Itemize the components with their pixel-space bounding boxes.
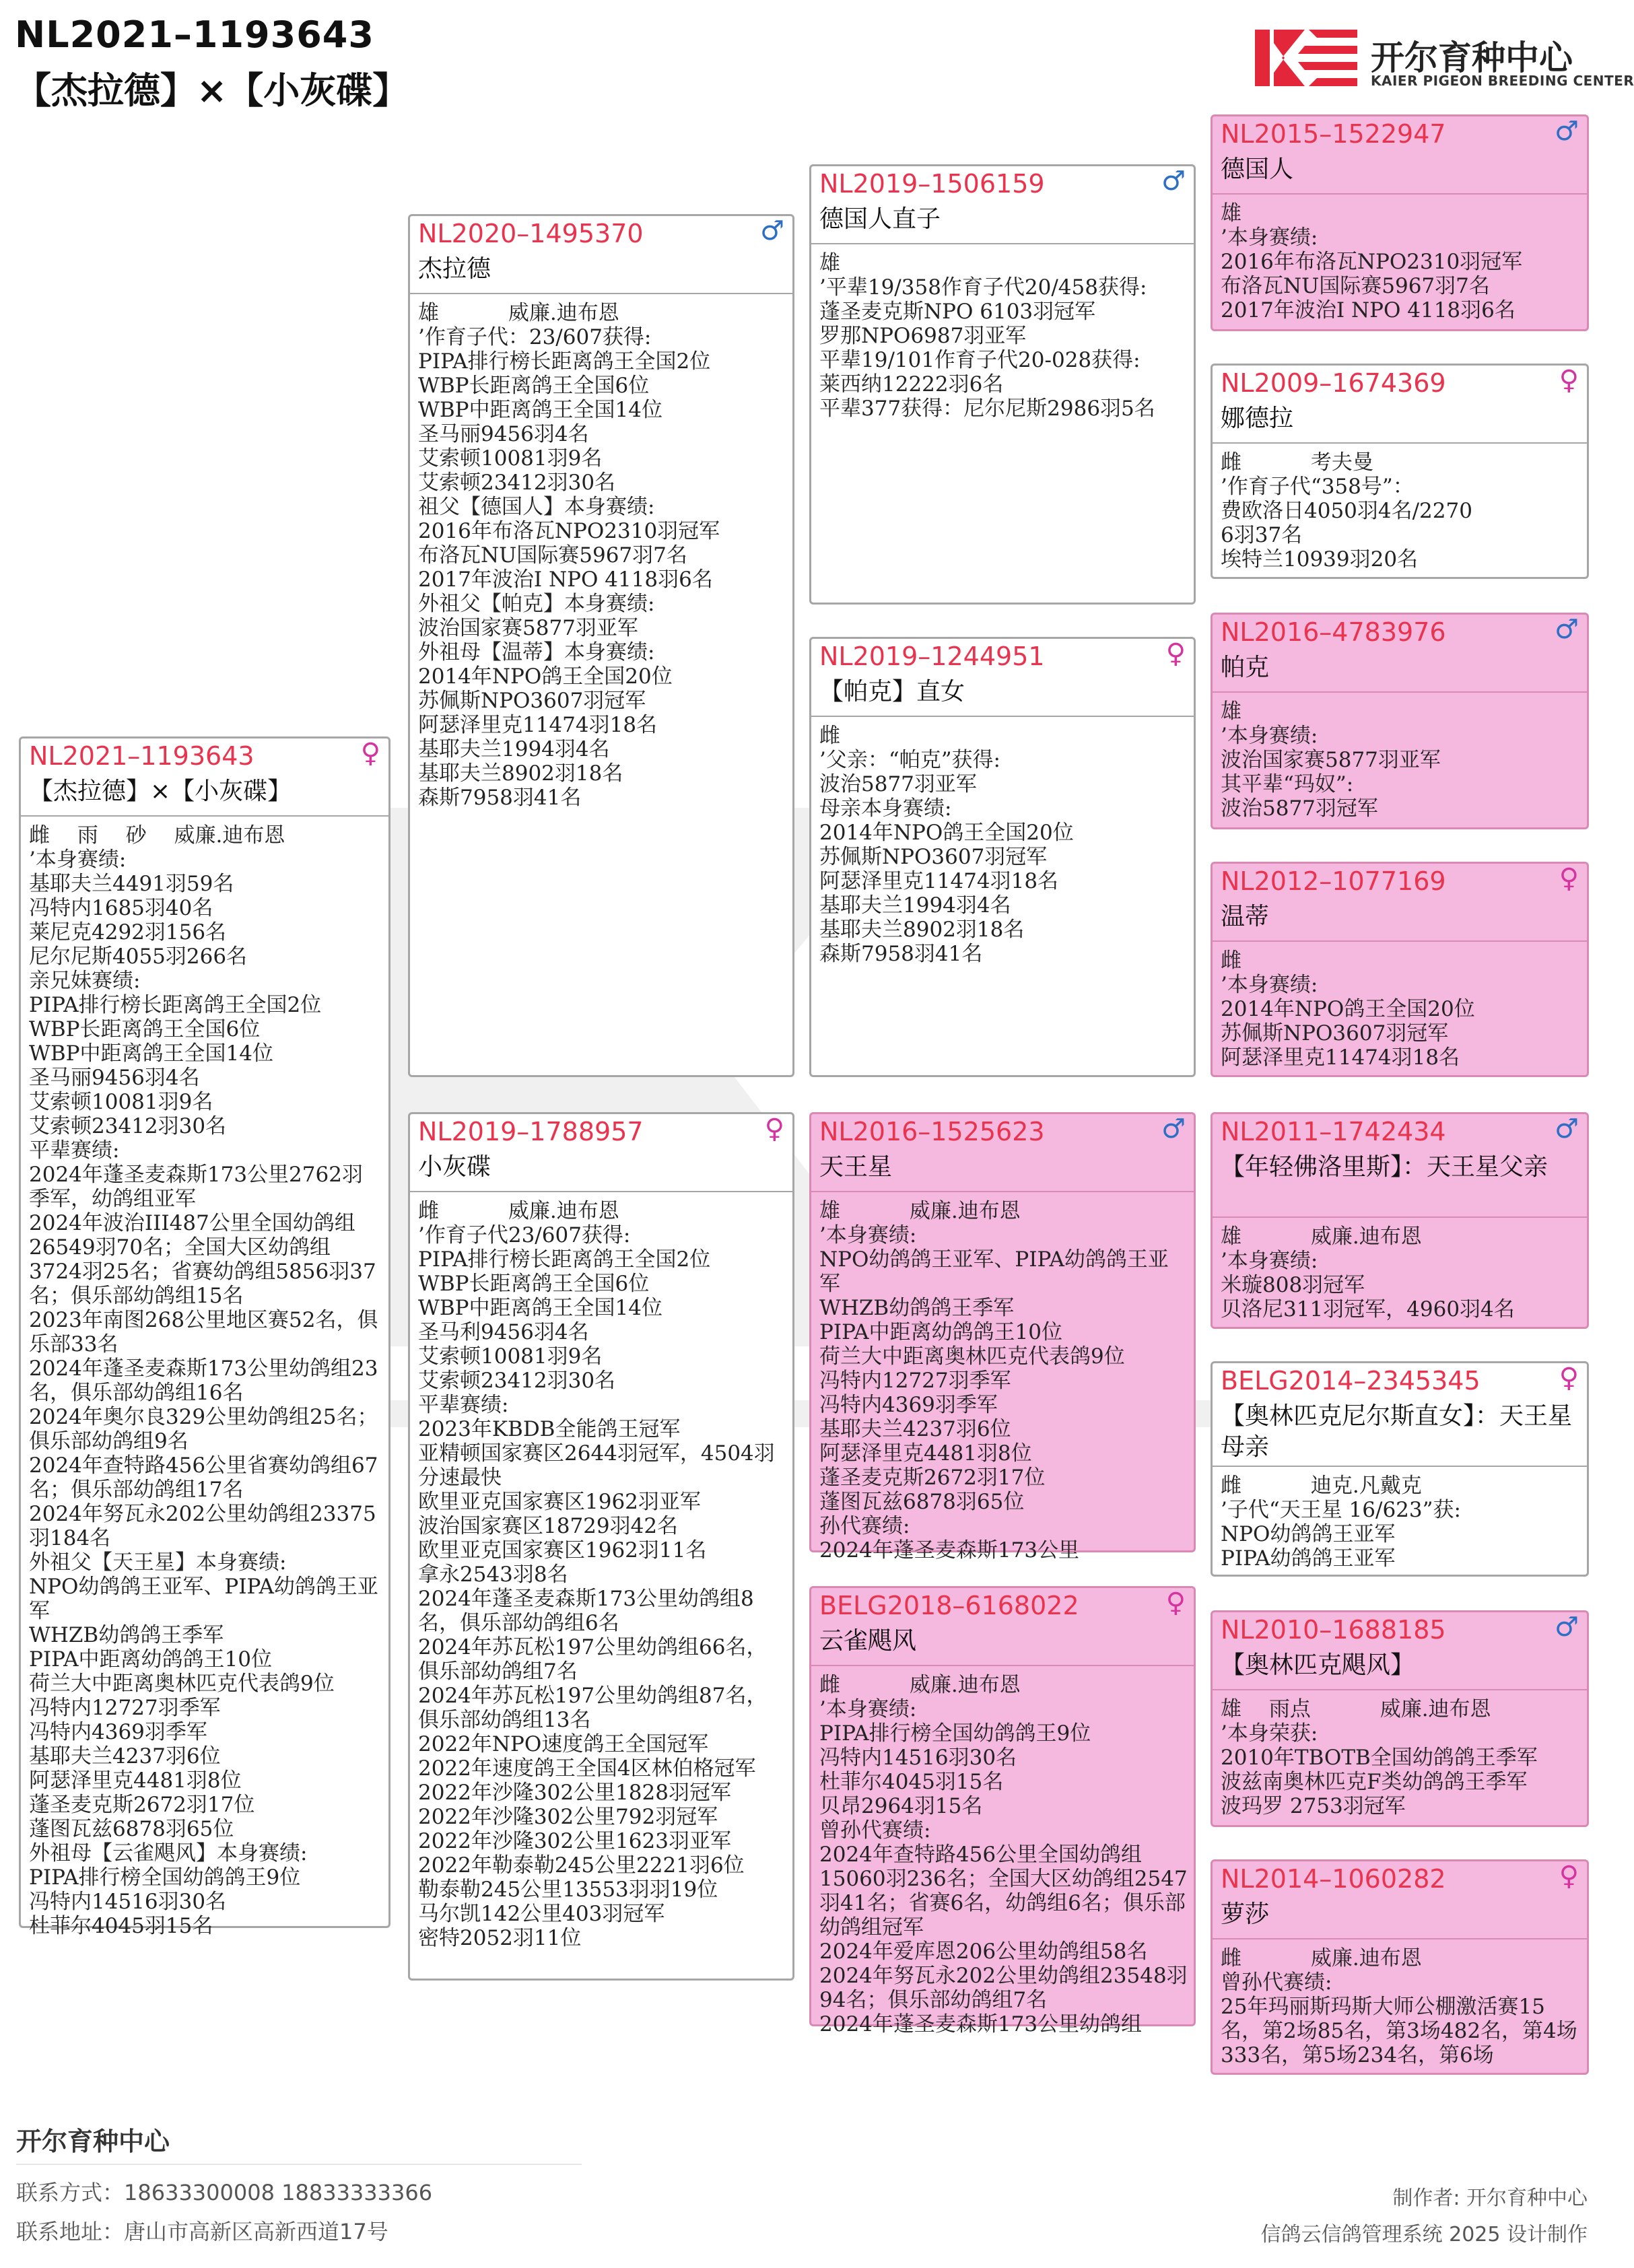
divider (1213, 940, 1587, 942)
pigeon-notes: 雄 ’平辈19/358作育子代20/458获得: 蓬圣麦克斯NPO 6103羽冠军 罗那NPO6987羽亚军 平辈19/101作育子代20-028获得: 莱西纳12222羽6名 平辈377获得：尼尔尼斯2986羽5名 (819, 251, 1155, 421)
pigeon-notes: 雄 ’本身赛绩: 波治国家赛5877羽亚军 其平辈“玛奴”: 波治5877羽冠军 (1221, 699, 1441, 821)
ring-number: NL2020–1495370 (418, 219, 644, 248)
divider (1213, 193, 1587, 195)
pedigree-card-sire[interactable] (408, 214, 794, 1077)
female-icon: ♀ (360, 738, 380, 769)
pigeon-name: 天王星 (819, 1153, 893, 1181)
pedigree-card-ssd[interactable] (1211, 364, 1589, 579)
divider (811, 716, 1194, 717)
pedigree-title-ring: NL2021–1193643 (15, 13, 374, 56)
male-icon: ♂ (1555, 614, 1579, 645)
pedigree-card-ddd[interactable] (1211, 1859, 1589, 2075)
divider (1213, 442, 1587, 444)
pigeon-name: 杰拉德 (418, 255, 491, 283)
pedigree-card-sdd[interactable] (1211, 862, 1589, 1077)
male-icon: ♂ (1555, 1113, 1579, 1144)
divider (21, 815, 388, 817)
female-icon: ♀ (1165, 1587, 1186, 1618)
pigeon-notes: 雌 ’父亲：“帕克”获得: 波治5877羽亚军 母亲本身赛绩: 2014年NPO鸽王全国20位 苏佩斯NPO3607羽冠军 阿瑟泽里克11474羽18名 基耶夫兰1994羽4名 基耶夫兰8902羽18名 森斯7958羽41名 (819, 724, 1074, 966)
ring-number: NL2012–1077169 (1221, 866, 1446, 896)
pigeon-notes: 雌 迪克.凡戴克 ’子代“天王星 16/623”获: NPO幼鸽鸽王亚军 PIPA幼鸽鸽王亚军 (1221, 1474, 1461, 1571)
pedigree-card-sds[interactable] (1211, 613, 1589, 829)
ring-number: NL2015–1522947 (1221, 119, 1446, 149)
pigeon-notes: 雄 雨点 威廉.迪布恩 ’本身荣获: 2010年TBOTB全国幼鸽鸽王季军 波兹南奥林匹克F类幼鸽鸽王季军 波玛罗 2753羽冠军 (1221, 1697, 1538, 1818)
pigeon-notes: 雌 威廉.迪布恩 曾孙代赛绩: 25年玛丽斯玛斯大师公棚激活赛15名，第2场85名，第3场482名，第4场333名，第5场234名，第6场 (1221, 1946, 1577, 2067)
female-icon: ♀ (1559, 365, 1579, 396)
pedigree-card-dam-sire[interactable] (809, 1112, 1196, 1562)
pigeon-notes: 雌 考夫曼 ’作育子代“358号”： 费欧洛日4050羽4名/2270 6羽37名 埃特兰10939羽20名 (1221, 450, 1472, 572)
divider (1213, 1938, 1587, 1939)
ring-number: NL2021–1193643 (29, 741, 254, 771)
pigeon-name: 【奥林匹克飓风】 (1221, 1651, 1415, 1679)
divider (1213, 1689, 1587, 1690)
pigeon-notes: 雌 威廉.迪布恩 ’作育子代23/607获得: PIPA排行榜长距离鸽王全国2位 WBP长距离鸽王全国6位 WBP中距离鸽王全国14位 圣马利9456羽4名 艾索顿10081羽9名 艾索顿23412羽30名 平辈赛绩: 2023年KBDB全能鸽王冠军 亚精顿国家赛区2644羽冠军，4504羽分速最快 欧里亚克国家赛区1962羽亚军 波治国家赛区18729羽42名 欧里亚克国家赛区1962羽11名 拿永2543羽8名 2024年蓬圣麦森斯173公里幼鸽组8名，俱乐部幼鸽组6名 2024年苏瓦松197公里幼鸽组66名，俱乐部幼鸽组7名 2024年苏瓦松197公里幼鸽组87名，俱乐部幼鸽组13名 2022年NPO速度鸽王全国冠军 2022年速度鸽王全国4区林伯格冠军 2022年沙隆302公里1828羽冠军 2022年沙隆302公里792羽冠军 2022年沙隆302公里1623羽亚军 2022年勒泰勒245公里2221羽6位 勒泰勒245公里13553羽羽19位 马尔凯142公里403羽冠军 密特2052羽11位 (418, 1199, 775, 1950)
male-icon: ♂ (1555, 1612, 1579, 1643)
divider (410, 293, 792, 294)
pedigree-card-dam[interactable] (408, 1112, 794, 1981)
pigeon-name: 【帕克】直女 (819, 678, 965, 706)
ring-number: NL2011–1742434 (1221, 1117, 1446, 1146)
pigeon-name: 德国人直子 (819, 205, 941, 233)
pedigree-card-dam-dam[interactable] (809, 1586, 1196, 2036)
male-icon: ♂ (1555, 116, 1579, 147)
pedigree-card-sire-dam[interactable] (809, 637, 1196, 1077)
pigeon-name: 德国人 (1221, 156, 1294, 183)
pigeon-notes: 雄 威廉.迪布恩 ’本身赛绩: NPO幼鸽鸽王亚军、PIPA幼鸽鸽王亚军 WHZB幼鸽鸽王季军 PIPA中距离幼鸽鸽王10位 荷兰大中距离奥林匹克代表鸽9位 冯特内12727羽季军 冯特内4369羽季军 基耶夫兰4237羽6位 阿瑟泽里克4481羽8位 蓬圣麦克斯2672羽17位 蓬图瓦兹6878羽65位 孙代赛绩: 2024年蓬圣麦森斯173公里 (819, 1199, 1169, 1562)
male-icon: ♂ (760, 215, 784, 246)
pigeon-name: 温蒂 (1221, 903, 1270, 930)
female-icon: ♀ (764, 1113, 784, 1144)
logo-chinese-text: 开尔育种中心 (1371, 38, 1573, 77)
female-icon: ♀ (1559, 1363, 1579, 1394)
ring-number: NL2009–1674369 (1221, 368, 1446, 398)
kaier-logo (1252, 26, 1634, 93)
pigeon-name: 帕克 (1221, 654, 1270, 681)
divider (1213, 691, 1587, 693)
pigeon-name: 【杰拉德】×【小灰碟】 (29, 778, 292, 805)
pigeon-name: 小灰碟 (418, 1153, 491, 1181)
divider (811, 243, 1194, 244)
ring-number: NL2019–1788957 (418, 1117, 644, 1146)
pedigree-card-sss[interactable] (1211, 114, 1589, 331)
pigeon-notes: 雌 ’本身赛绩: 2014年NPO鸽王全国20位 苏佩斯NPO3607羽冠军 阿瑟泽里克11474羽18名 (1221, 949, 1475, 1070)
female-icon: ♀ (1559, 863, 1579, 894)
pigeon-notes: 雌 雨 砂 威廉.迪布恩 ’本身赛绩: 基耶夫兰4491羽59名 冯特内1685羽40名 莱尼克4292羽156名 尼尔尼斯4055羽266名 亲兄妹赛绩: PIPA排行榜长距离鸽王全国2位 WBP长距离鸽王全国6位 WBP中距离鸽王全国14位 圣马丽9456羽4名 艾索顿10081羽9名 艾索顿23412羽30名 平辈赛绩: 2024年蓬圣麦森斯173公里2762羽季军，幼鸽组亚军 2024年波治III487公里全国幼鸽组26549羽70名；全国大区幼鸽组3724羽25名；省赛幼鸽组5856羽37名；俱乐部幼鸽组15名 2023年南图268公里地区赛52名，俱乐部33名 2024年蓬圣麦森斯173公里幼鸽组23名，俱乐部幼鸽组16名 2024年奥尔良329公里幼鸽组25名；俱乐部幼鸽组9名 2024年查特路456公里省赛幼鸽组67名；俱乐部幼鸽组17名 2024年努瓦永202公里幼鸽组23375羽184名 外祖父【天王星】本身赛绩: NPO幼鸽鸽王亚军、PIPA幼鸽鸽王亚军 WHZB幼鸽鸽王季军 PIPA中距离幼鸽鸽王10位 荷兰大中距离奥林匹克代表鸽9位 冯特内12727羽季军 冯特内4369羽季军 基耶夫兰4237羽6位 阿瑟泽里克4481羽8位 蓬圣麦克斯2672羽17位 蓬图瓦兹6878羽65位 外祖母【云雀飓风】本身赛绩: PIPA排行榜全国幼鸽鸽王9位 冯特内14516羽30名 杜菲尔4045羽15名 (29, 823, 378, 1938)
pedigree-card-subject[interactable] (19, 736, 390, 1938)
pigeon-notes: 雄 威廉.迪布恩 ’本身赛绩: 米璇808羽冠军 贝洛尼311羽冠军，4960羽4名 (1221, 1225, 1515, 1321)
pigeon-name: 【年轻佛洛里斯】：天王星父亲 (1221, 1153, 1548, 1181)
logo-english-text: KAIER PIGEON BREEDING CENTER (1371, 73, 1634, 89)
pedigree-card-sire-sire[interactable] (809, 164, 1196, 605)
pigeon-name: 萝莎 (1221, 1900, 1270, 1928)
pedigree-card-dds[interactable] (1211, 1610, 1589, 1827)
divider (811, 1191, 1194, 1192)
ring-number: BELG2018–6168022 (819, 1591, 1079, 1620)
pigeon-notes: 雌 威廉.迪布恩 ’本身赛绩: PIPA排行榜全国幼鸽鸽王9位 冯特内14516羽30名 杜菲尔4045羽15名 贝昂2964羽15名 曾孙代赛绩: 2024年查特路456公里全国幼鸽组15060羽236名；全国大区幼鸽组2547羽41名；省赛6名，幼鸽组6名；俱乐部幼鸽组冠军 2024年爱库恩206公里幼鸽组58名 2024年努瓦永202公里幼鸽组23548羽94名；俱乐部幼鸽组7名 2024年蓬圣麦森斯173公里幼鸽组 (819, 1673, 1188, 2036)
ring-number: NL2014–1060282 (1221, 1864, 1446, 1894)
ring-number: NL2016–1525623 (819, 1117, 1045, 1146)
footer-title: 开尔育种中心 (16, 2127, 170, 2156)
kaier-logo-mark-icon (1252, 26, 1360, 90)
pigeon-name: 娜德拉 (1221, 405, 1294, 432)
footer-maker: 制作者: 开尔育种中心 (1392, 2187, 1588, 2210)
footer-phone: 联系方式：18633300008 18833333366 (16, 2180, 433, 2205)
footer-divider (16, 2164, 582, 2165)
pedigree-card-dss[interactable] (1211, 1112, 1589, 1329)
pigeon-name: 云雀飓风 (819, 1627, 917, 1655)
footer-system: 信鸽云信鸽管理系统 2025 设计制作 (1260, 2223, 1588, 2246)
female-icon: ♀ (1559, 1861, 1579, 1892)
pedigree-card-dsd[interactable] (1211, 1361, 1589, 1577)
divider (1213, 1216, 1587, 1218)
pigeon-notes: 雄 威廉.迪布恩 ’作育子代：23/607获得: PIPA排行榜长距离鸽王全国2位 WBP长距离鸽王全国6位 WBP中距离鸽王全国14位 圣马丽9456羽4名 艾索顿10081羽9名 艾索顿23412羽30名 祖父【德国人】本身赛绩: 2016年布洛瓦NPO2310羽冠军 布洛瓦NU国际赛5967羽7名 2017年波治I NPO 4118羽6名 外祖父【帕克】本身赛绩: 波治国家赛5877羽亚军 外祖母【温蒂】本身赛绩: 2014年NPO鸽王全国20位 苏佩斯NPO3607羽冠军 阿瑟泽里克11474羽18名 基耶夫兰1994羽4名 基耶夫兰8902羽18名 森斯7958羽41名 (418, 301, 720, 810)
female-icon: ♀ (1165, 638, 1186, 669)
ring-number: NL2010–1688185 (1221, 1615, 1446, 1645)
divider (410, 1191, 792, 1192)
ring-number: NL2019–1244951 (819, 642, 1045, 671)
divider (1213, 1466, 1587, 1467)
footer-address: 联系地址：唐山市高新区高新西道17号 (16, 2219, 388, 2244)
pigeon-name: 【奥林匹克尼尔斯直女】：天王星母亲 (1221, 1402, 1573, 1461)
divider (811, 1665, 1194, 1666)
male-icon: ♂ (1161, 166, 1186, 197)
pedigree-title-name: 【杰拉德】×【小灰碟】 (15, 69, 409, 112)
ring-number: BELG2014–2345345 (1221, 1366, 1480, 1396)
male-icon: ♂ (1161, 1113, 1186, 1144)
pigeon-notes: 雄 ’本身赛绩: 2016年布洛瓦NPO2310羽冠军 布洛瓦NU国际赛5967羽7名 2017年波治I NPO 4118羽6名 (1221, 201, 1523, 322)
ring-number: NL2019–1506159 (819, 169, 1045, 199)
ring-number: NL2016–4783976 (1221, 617, 1446, 647)
